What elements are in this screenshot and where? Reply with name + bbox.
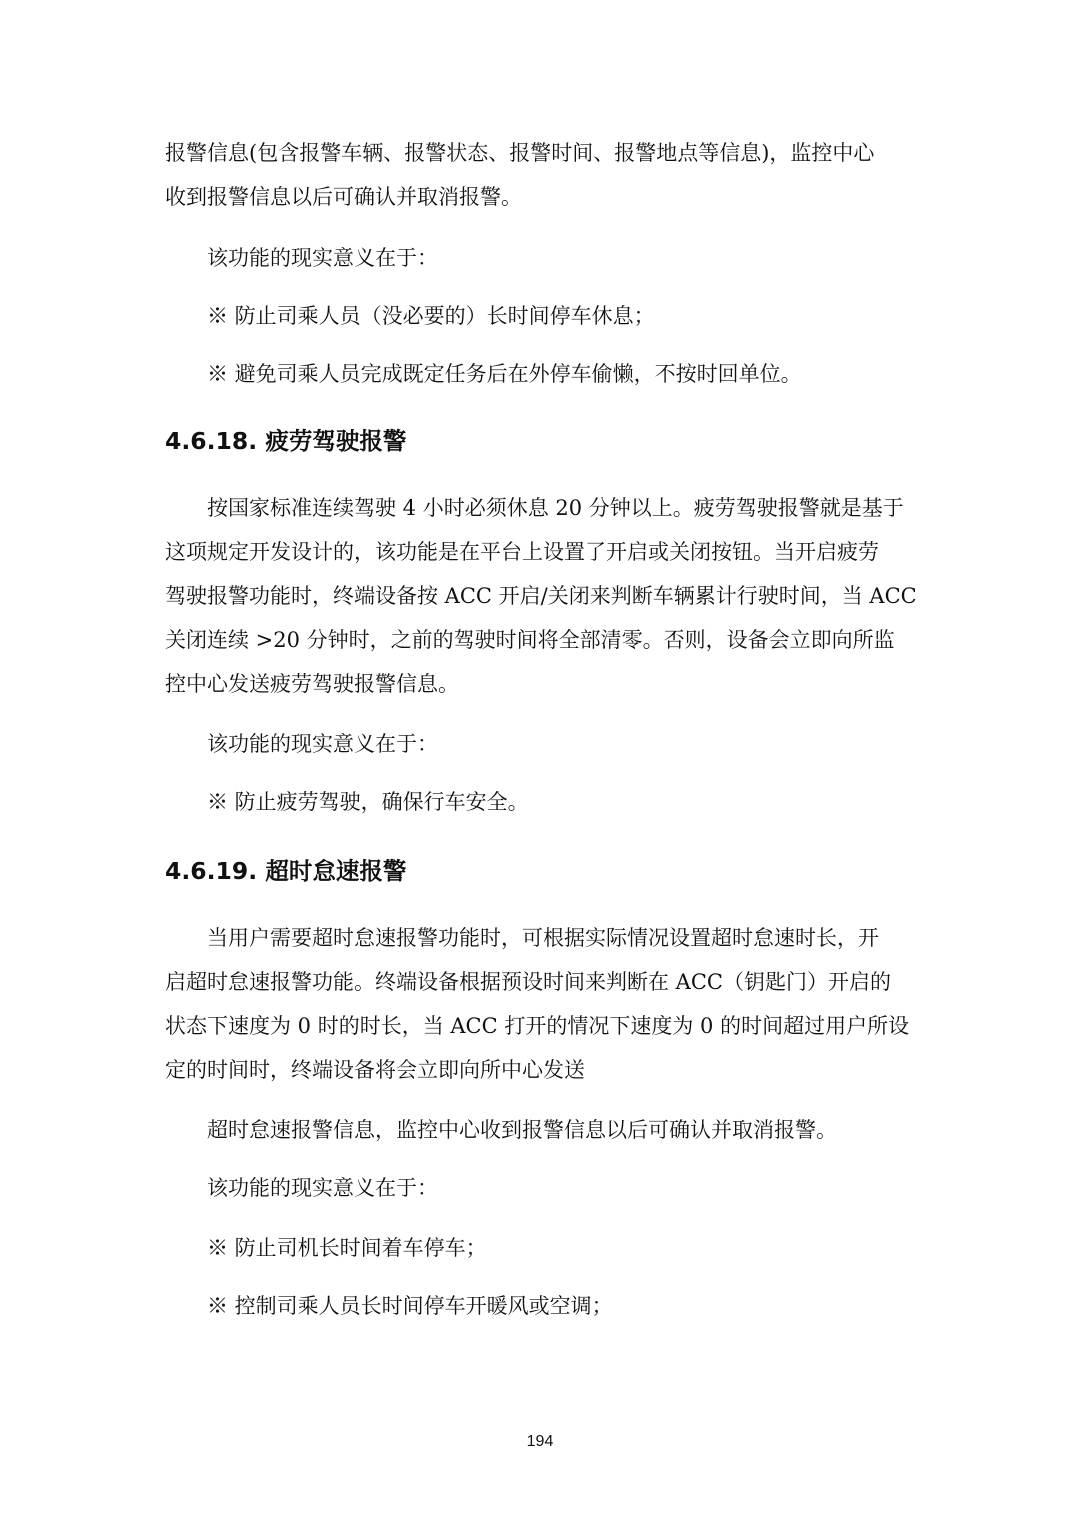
section-4-6-19-bullet: ※ 控制司乘人员长时间停车开暖风或空调； [207,1294,613,1318]
section-heading-4-6-18: 4.6.18. 疲劳驾驶报警 [165,427,407,455]
body-line: 启超时怠速报警功能。终端设备根据预设时间来判断在 ACC（钥匙门）开启的 [165,970,891,994]
body-line: 关闭连续 >20 分钟时，之前的驾驶时间将全部清零。否则，设备会立即向所监 [165,628,895,652]
body-line: 当用户需要超时怠速报警功能时，可根据实际情况设置超时怠速时长，开 [207,926,879,950]
body-line: 控中心发送疲劳驾驶报警信息。 [165,672,459,696]
body-line: 定的时间时，终端设备将会立即向所中心发送 [165,1058,585,1082]
section-4-6-19-bullet: ※ 防止司机长时间着车停车； [207,1236,487,1260]
intro-bullet: ※ 避免司乘人员完成既定任务后在外停车偷懒，不按时回单位。 [207,362,802,386]
section-4-6-19-continuation: 超时怠速报警信息，监控中心收到报警信息以后可确认并取消报警。 [207,1118,837,1142]
section-heading-4-6-19: 4.6.19. 超时怠速报警 [165,857,407,885]
body-line: 按国家标准连续驾驶 4 小时必须休息 20 分钟以上。疲劳驾驶报警就是基于 [207,496,904,520]
intro-line: 报警信息(包含报警车辆、报警状态、报警时间、报警地点等信息)，监控中心 [165,141,875,165]
body-line: 这项规定开发设计的，该功能是在平台上设置了开启或关闭按钮。当开启疲劳 [165,540,879,564]
section-4-6-18-significance: 该功能的现实意义在于： [207,732,438,756]
section-4-6-19-significance: 该功能的现实意义在于： [207,1176,438,1200]
intro-bullet: ※ 防止司乘人员（没必要的）长时间停车休息； [207,304,655,328]
intro-paragraph [165,131,915,219]
intro-line: 收到报警信息以后可确认并取消报警。 [165,185,522,209]
page-number: 194 [526,1433,554,1450]
section-4-6-18-body [165,486,915,706]
intro-significance: 该功能的现实意义在于： [207,246,438,270]
body-line: 状态下速度为 0 时的时长，当 ACC 打开的情况下速度为 0 的时间超过用户所设 [165,1014,910,1038]
body-line: 驾驶报警功能时，终端设备按 ACC 开启/关闭来判断车辆累计行驶时间，当 ACC [165,584,917,608]
section-4-6-19-body [165,916,915,1092]
section-4-6-18-bullet: ※ 防止疲劳驾驶，确保行车安全。 [207,790,529,814]
